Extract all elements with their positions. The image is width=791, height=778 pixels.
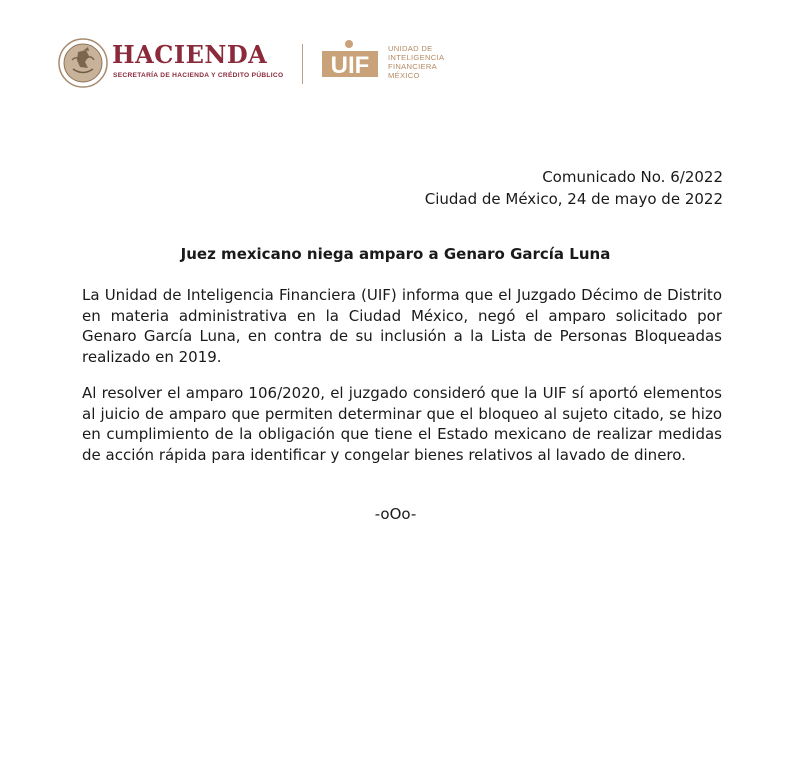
uif-caption-line: MÉXICO — [388, 71, 420, 80]
body-paragraph: Al resolver el amparo 106/2020, el juzgado consideró que la UIF sí aportó elementos al juicio de amparo que permiten determinar que el bloqueo al sujeto citado, se hizo en cumplimiento de la obligación que tiene el Estado mexicano de realizar medidas de acción rápida para identificar y congelar bienes relativos al lavado de dinero. — [82, 384, 722, 464]
uif-logo-text: UIF — [330, 52, 370, 79]
body-paragraph: La Unidad de Inteligencia Financiera (UIF) informa que el Juzgado Décimo de Distrito en materia administrativa en la Ciudad México, negó el amparo solicitado por Genaro García Luna, en contra de su inclusión a la Lista de Personas Bloqueadas realizado en 2019. — [82, 286, 722, 366]
place-date: Ciudad de México, 24 de mayo de 2022 — [424, 190, 723, 208]
comunicado-number: Comunicado No. 6/2022 — [542, 168, 723, 186]
closing-mark: -oOo- — [374, 505, 417, 523]
uif-caption-line: FINANCIERA — [388, 62, 437, 71]
uif-logo-icon — [322, 38, 382, 82]
uif-caption-line: INTELIGENCIA — [388, 53, 445, 62]
document-title: Juez mexicano niega amparo a Genaro García Luna — [180, 245, 611, 263]
letterhead — [58, 36, 478, 92]
uif-caption-line: UNIDAD DE — [388, 44, 433, 53]
document-meta — [425, 166, 723, 210]
logo-divider — [302, 44, 303, 84]
uif-logo-caption — [388, 44, 444, 80]
mexican-coat-of-arms-seal-icon — [58, 38, 108, 88]
hacienda-logo-subtitle: SECRETARÍA DE HACIENDA Y CRÉDITO PÚBLICO — [113, 72, 284, 79]
hacienda-logo-title: HACIENDA — [112, 40, 268, 69]
